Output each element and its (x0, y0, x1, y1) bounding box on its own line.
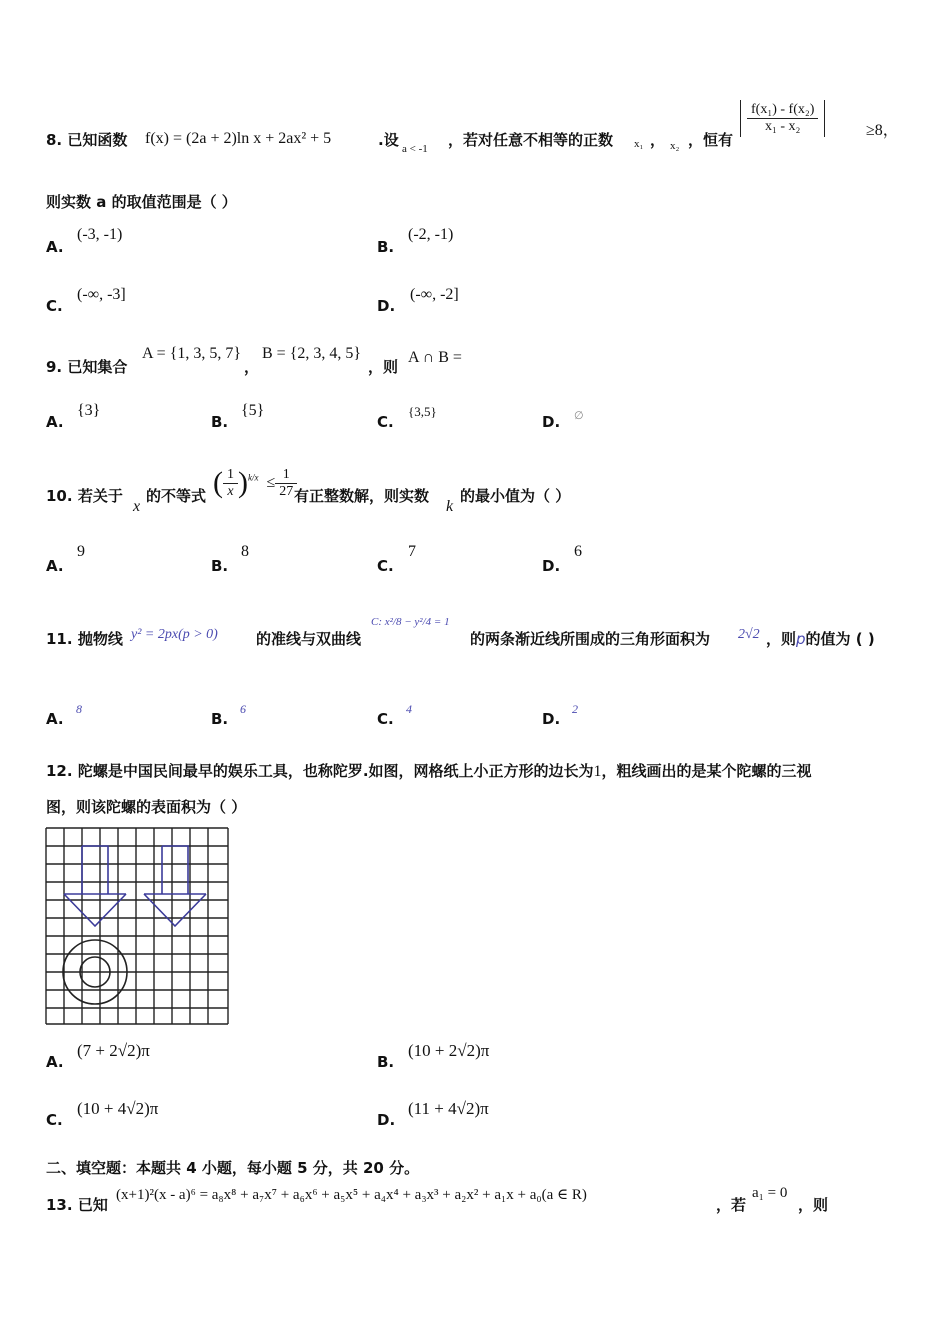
q12-number: 12. (46, 762, 73, 780)
q8-option-b-label[interactable]: B. (377, 238, 395, 256)
q10-mid: 的不等式 (146, 487, 207, 505)
front-view (64, 846, 126, 926)
q9-option-c-label[interactable]: C. (377, 413, 394, 431)
q12-option-a-value: (7 + 2√2)π (77, 1041, 150, 1060)
q8-frac-den: x₁ - x₂ (764, 119, 801, 134)
q13-expr: (x+1)²(x - a)⁶ = a₈x⁸ + a₇x⁷ + a₆x⁶ + a₅x⁵ + a₄x⁴ + a₃x³ + a₂x² + a₁x + a₀(a ∈ R) (116, 1187, 587, 1203)
q11-tail (766, 628, 875, 649)
q12-line1-text: 陀螺是中国民间最早的娱乐工具，也称陀罗.如图，网格纸上小正方形的边长为 (77, 762, 594, 780)
q9-number: 9. (46, 358, 63, 376)
q13-lead: 已知 (77, 1196, 108, 1214)
q8-number: 8. (46, 131, 63, 149)
q8-function: f(x) = (2a + 2)ln x + 2ax² + 5 (145, 130, 332, 147)
q11-mid2: 的两条渐近线所围成的三角形面积为 (470, 630, 711, 648)
q10-mid2: 有正整数解，则实数 (294, 487, 430, 505)
q12-option-b-label[interactable]: B. (377, 1053, 395, 1071)
q11-option-a-label[interactable]: A. (46, 710, 64, 728)
q11-mid: 的准线与双曲线 (256, 630, 362, 648)
q8-comma: ， (650, 131, 666, 149)
q10-tail: 的最小值为（ ） (460, 487, 571, 505)
q10-var-x: x (133, 498, 141, 515)
q11-tail-text: ，则 (766, 630, 797, 648)
q13-cond: a₁ = 0 (752, 1185, 788, 1201)
q11-option-a-value: 8 (76, 702, 82, 716)
q12-line1 (46, 760, 812, 781)
q8-set-word: .设 (378, 131, 399, 149)
q8-option-c-value: (-∞, -3] (77, 286, 126, 303)
q9-set-b: B = {2, 3, 4, 5} (262, 345, 362, 362)
q10-option-b-label[interactable]: B. (211, 557, 229, 575)
q10-lead: 若关于 (77, 487, 123, 505)
q11-option-b-label[interactable]: B. (211, 710, 229, 728)
q11-option-c-label[interactable]: C. (377, 710, 394, 728)
q11-area: 2√2 (738, 627, 760, 642)
q8-heng: ，恒有 (688, 131, 734, 149)
q13-stem (46, 1194, 108, 1215)
q10-option-a-label[interactable]: A. (46, 557, 64, 575)
q11-option-c-value: 4 (406, 702, 412, 716)
q11-parabola: y² = 2px(p > 0) (131, 627, 218, 642)
q11-hyperbola: C: x²/8 − y²/4 = 1 (371, 616, 450, 628)
section2-title: 二、填空题：本题共 4 小题，每小题 5 分，共 20 分。 (46, 1159, 420, 1177)
q9-sep: ， (244, 358, 260, 376)
q11-stem (46, 628, 123, 649)
q9-stem (46, 356, 127, 377)
q12-line2: 图，则该陀螺的表面积为（ ） (46, 798, 247, 816)
q10-base-den: x (227, 483, 234, 499)
q8-x2: x₂ (670, 140, 680, 152)
q12-line1b: ，粗线画出的是某个陀螺的三视 (601, 762, 812, 780)
q12-one: 1 (593, 763, 602, 780)
q8-lead: 已知函数 (67, 131, 128, 149)
q10-number: 10. (46, 487, 73, 505)
q11-option-d-value: 2 (572, 702, 578, 716)
q8-option-c-label[interactable]: C. (46, 297, 63, 315)
q9-set-a: A = {1, 3, 5, 7} (142, 345, 242, 362)
q10-inequality: ( $\frac{1}{x}$ )$^{k/x}$ ≤ $\frac{1}{27}$ (213, 466, 297, 500)
q10-option-a-value: 9 (77, 543, 85, 560)
q12-option-d-value: (11 + 4√2)π (408, 1099, 489, 1118)
q10-base-num: 1 (223, 467, 238, 484)
q12-option-c-value: (10 + 4√2)π (77, 1099, 159, 1118)
q13-tail: ，则 (798, 1196, 829, 1214)
q12-option-b-value: (10 + 2√2)π (408, 1041, 490, 1060)
q13-number: 13. (46, 1196, 73, 1214)
q9-option-a-value: {3} (77, 402, 101, 419)
q8-option-d-label[interactable]: D. (377, 297, 396, 315)
q8-option-a-label[interactable]: A. (46, 238, 64, 256)
q8-stem (46, 129, 127, 150)
q9-option-c-value: {3,5} (408, 404, 437, 419)
q12-option-a-label[interactable]: A. (46, 1053, 64, 1071)
q11-tail2: 的值为 ( ) (805, 630, 875, 648)
q10-option-c-value: 7 (408, 543, 416, 560)
q10-option-d-value: 6 (574, 543, 582, 560)
q8-x1: x₁ (634, 138, 644, 150)
q8-ge: ≥8， (866, 122, 899, 139)
q9-option-b-label[interactable]: B. (211, 413, 229, 431)
q10-var-k: k (446, 498, 454, 515)
q8-mid: ，若对任意不相等的正数 (448, 131, 614, 149)
q9-expr: A ∩ B = (408, 349, 462, 366)
q8-abs-fraction (740, 100, 825, 137)
q8-option-a-value: (-3, -1) (77, 226, 123, 243)
q8-frac-num: f(x₁) - f(x₂) (747, 102, 818, 119)
q8-option-b-value: (-2, -1) (408, 226, 454, 243)
q12-three-view-figure (44, 826, 230, 1026)
q9-tail: ，则 (368, 358, 399, 376)
q13-mid: ，若 (716, 1196, 747, 1214)
q11-var-p: p (796, 630, 806, 648)
q11-lead: 抛物线 (77, 630, 123, 648)
q8-option-d-value: (-∞, -2] (410, 286, 459, 303)
q11-number: 11. (46, 630, 73, 648)
q10-option-b-value: 8 (241, 543, 249, 560)
q10-exponent: k/x (248, 472, 259, 483)
q11-option-b-value: 6 (240, 702, 246, 716)
q12-option-c-label[interactable]: C. (46, 1111, 63, 1129)
q9-option-a-label[interactable]: A. (46, 413, 64, 431)
q10-option-c-label[interactable]: C. (377, 557, 394, 575)
q10-option-d-label[interactable]: D. (542, 557, 561, 575)
q8-condition: a < -1 (402, 143, 428, 155)
q11-option-d-label[interactable]: D. (542, 710, 561, 728)
q10-le: ≤ (266, 473, 276, 491)
q9-option-d-label[interactable]: D. (542, 413, 561, 431)
q10-rhs-den: 27 (279, 483, 294, 499)
q10-stem (46, 485, 123, 506)
q9-option-b-value: {5} (241, 402, 265, 419)
q12-option-d-label[interactable]: D. (377, 1111, 396, 1129)
q9-option-d-value: ∅ (574, 409, 584, 422)
q10-rhs-num: 1 (275, 467, 297, 484)
q8-line2: 则实数 a 的取值范围是（ ） (46, 193, 237, 211)
q9-lead: 已知集合 (67, 358, 128, 376)
